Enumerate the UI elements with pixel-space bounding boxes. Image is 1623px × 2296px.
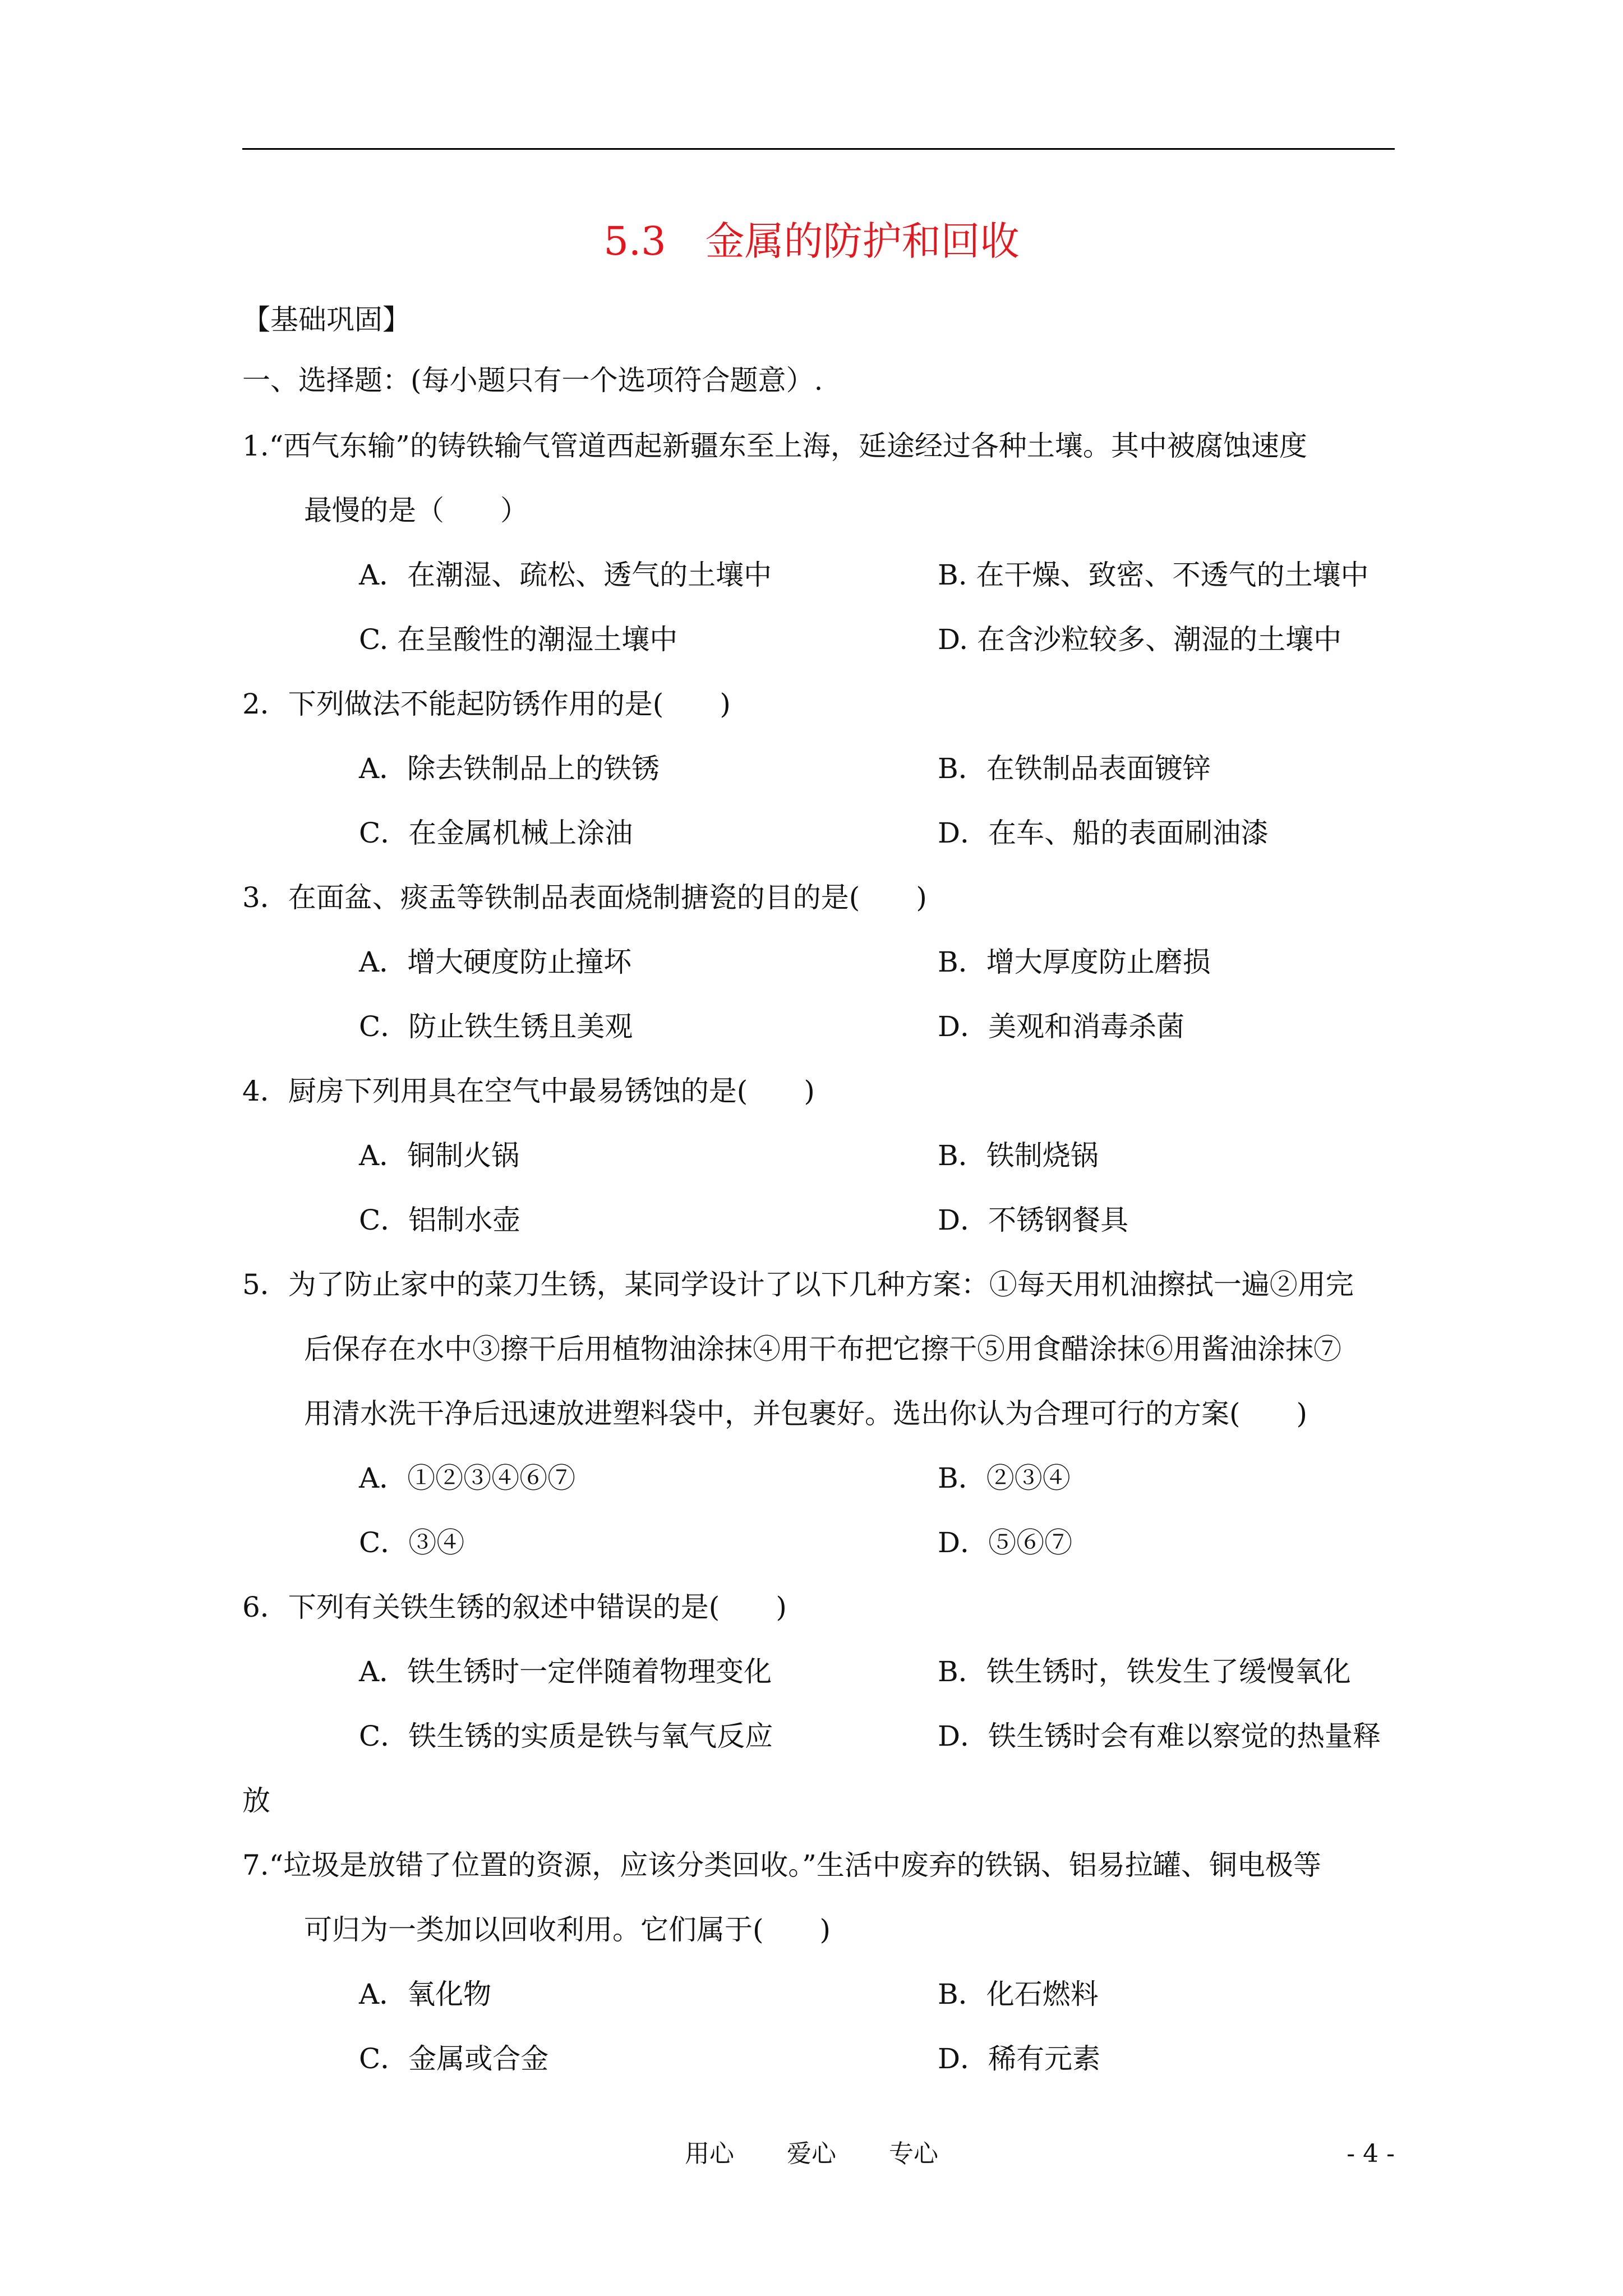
footer-item-1: 用心 bbox=[685, 2139, 734, 2168]
question-7-line-1: 7.“垃圾是放错了位置的资源，应该分类回收。”生活中废弃的铁锅、铝易拉罐、铜电极等 bbox=[242, 1849, 1321, 1881]
question-6-line-1: 6．下列有关铁生锈的叙述中错误的是( ) bbox=[242, 1591, 787, 1623]
question-1-option-c: C. 在呈酸性的潮湿土壤中 bbox=[359, 623, 678, 656]
question-4-option-a: A．铜制火锅 bbox=[359, 1139, 520, 1172]
page-number: - 4 - bbox=[1347, 2139, 1395, 2168]
question-7-line-2: 可归为一类加以回收利用。它们属于( ) bbox=[304, 1913, 831, 1946]
question-1-option-b: B. 在干燥、致密、不透气的土壤中 bbox=[938, 559, 1369, 591]
question-3-line-1: 3．在面盆、痰盂等铁制品表面烧制搪瓷的目的是( ) bbox=[242, 881, 927, 914]
header-rule bbox=[242, 148, 1395, 150]
question-2-option-b: B．在铁制品表面镀锌 bbox=[938, 752, 1211, 785]
question-5-option-d: D．⑤⑥⑦ bbox=[938, 1526, 1073, 1559]
question-3-option-b: B．增大厚度防止磨损 bbox=[938, 946, 1211, 978]
footer-item-3: 专心 bbox=[889, 2139, 938, 2168]
question-4-option-b: B．铁制烧锅 bbox=[938, 1139, 1099, 1172]
question-5-line-1: 5．为了防止家中的菜刀生锈，某同学设计了以下几种方案：①每天用机油擦拭一遍②用完 bbox=[242, 1268, 1354, 1301]
question-5-line-3: 用清水洗干净后迅速放进塑料袋中，并包裹好。选出你认为合理可行的方案( ) bbox=[304, 1397, 1308, 1430]
question-4-option-c: C．铝制水壶 bbox=[359, 1204, 521, 1236]
question-2-option-c: C．在金属机械上涂油 bbox=[359, 817, 633, 849]
question-2-option-d: D．在车、船的表面刷油漆 bbox=[938, 817, 1269, 849]
footer-item-2: 爱心 bbox=[787, 2139, 836, 2168]
question-3-option-d: D．美观和消毒杀菌 bbox=[938, 1010, 1185, 1043]
question-3-option-a: A．增大硬度防止撞坏 bbox=[359, 946, 632, 978]
question-7-option-a: A．氧化物 bbox=[359, 1978, 492, 2010]
question-4-option-d: D．不锈钢餐具 bbox=[938, 1204, 1129, 1236]
question-7-option-d: D．稀有元素 bbox=[938, 2042, 1101, 2075]
question-6-option-b: B．铁生锈时，铁发生了缓慢氧化 bbox=[938, 1655, 1351, 1688]
question-6-trailing: 放 bbox=[242, 1784, 270, 1817]
question-1-option-d: D. 在含沙粒较多、潮湿的土壤中 bbox=[938, 623, 1342, 656]
question-1-line-2: 最慢的是（ ） bbox=[304, 494, 528, 527]
part-heading: 一、选择题：(每小题只有一个选项符合题意）. bbox=[242, 364, 823, 397]
question-6-option-c: C．铁生锈的实质是铁与氧气反应 bbox=[359, 1720, 773, 1752]
question-1-option-a: A．在潮湿、疏松、透气的土壤中 bbox=[359, 559, 772, 591]
question-5-option-b: B．②③④ bbox=[938, 1462, 1071, 1494]
question-6-option-d: D．铁生锈时会有难以察觉的热量释 bbox=[938, 1720, 1381, 1752]
question-1-line-1: 1.“西气东输”的铸铁输气管道西起新疆东至上海，延途经过各种土壤。其中被腐蚀速度 bbox=[242, 430, 1307, 462]
question-7-option-b: B．化石燃料 bbox=[938, 1978, 1099, 2010]
question-2-option-a: A．除去铁制品上的铁锈 bbox=[359, 752, 660, 785]
question-5-option-a: A．①②③④⑥⑦ bbox=[359, 1462, 576, 1494]
section-heading: 【基础巩固】 bbox=[242, 303, 411, 336]
question-3-option-c: C．防止铁生锈且美观 bbox=[359, 1010, 633, 1043]
question-5-option-c: C．③④ bbox=[359, 1526, 465, 1559]
question-2-line-1: 2．下列做法不能起防锈作用的是( ) bbox=[242, 688, 731, 720]
page-title: 5.3 金属的防护和回收 bbox=[603, 218, 1020, 264]
question-6-option-a: A．铁生锈时一定伴随着物理变化 bbox=[359, 1655, 772, 1688]
question-4-line-1: 4．厨房下列用具在空气中最易锈蚀的是( ) bbox=[242, 1075, 815, 1107]
question-7-option-c: C．金属或合金 bbox=[359, 2042, 549, 2075]
question-5-line-2: 后保存在水中③擦干后用植物油涂抹④用干布把它擦干⑤用食醋涂抹⑥用酱油涂抹⑦ bbox=[304, 1333, 1341, 1365]
